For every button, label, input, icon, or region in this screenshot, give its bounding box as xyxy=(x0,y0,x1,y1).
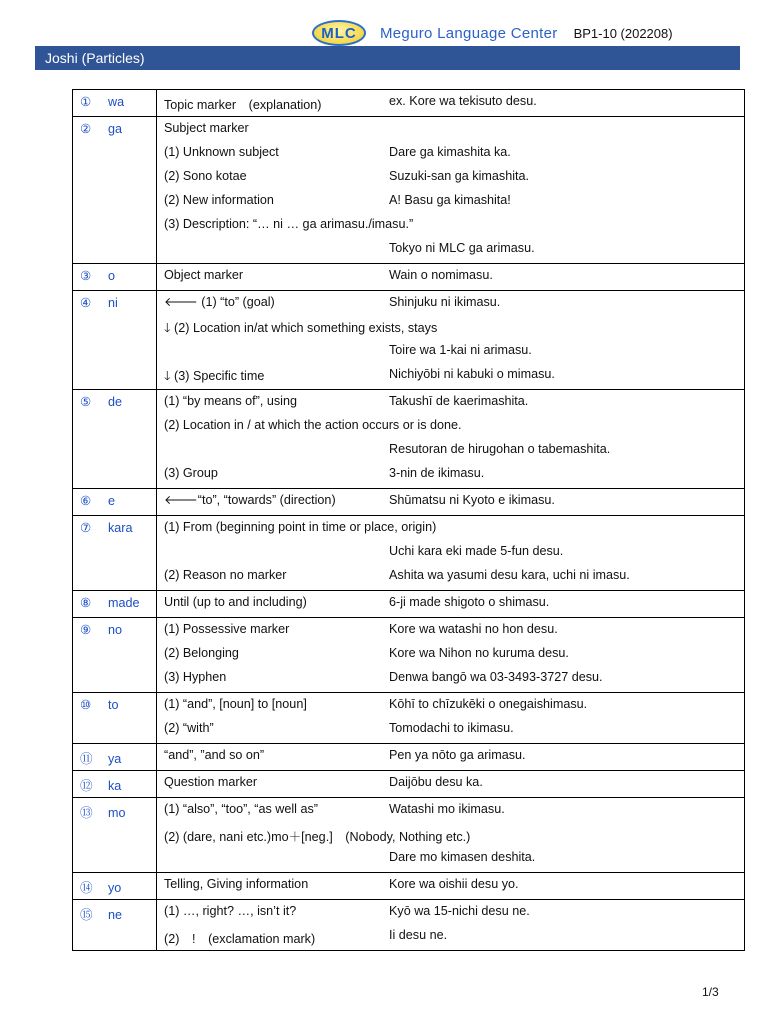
example-sentence: Pen ya nōto ga arimasu. xyxy=(389,748,526,762)
usage-line xyxy=(164,520,744,544)
example-sentence: Dare mo kimasen deshita. xyxy=(389,850,536,864)
meaning-cell xyxy=(157,693,745,744)
meaning-cell xyxy=(157,264,745,291)
table-row xyxy=(73,90,745,117)
particle-cell xyxy=(73,771,157,798)
usage-description: (3) Description: “… ni … ga arimasu./imasu.” xyxy=(164,217,414,231)
particle-cell xyxy=(73,744,157,771)
particle-number: ⑦ xyxy=(80,521,92,535)
usage-line xyxy=(164,928,744,948)
meaning-cell xyxy=(157,798,745,873)
particle-number: ④ xyxy=(80,296,92,310)
example-sentence: Wain o nomimasu. xyxy=(389,268,493,282)
particle-cell xyxy=(73,516,157,591)
example-sentence: Resutoran de hirugohan o tabemashita. xyxy=(389,442,611,456)
meaning-cell xyxy=(157,900,745,951)
meaning-cell xyxy=(157,291,745,390)
usage-line xyxy=(164,544,744,568)
meaning-cell xyxy=(157,618,745,693)
mlc-logo xyxy=(312,20,366,46)
example-sentence: Ii desu ne. xyxy=(389,928,448,942)
particle-name: e xyxy=(108,494,116,508)
usage-line xyxy=(164,217,744,241)
table-row xyxy=(73,900,745,951)
example-sentence: ex. Kore wa tekisuto desu. xyxy=(389,94,537,108)
usage-line xyxy=(164,241,744,261)
usage-description: (2) ! (exclamation mark) xyxy=(164,932,316,946)
usage-line xyxy=(164,145,744,169)
particle-name: ka xyxy=(108,779,122,793)
table-row xyxy=(73,516,745,591)
usage-description: Telling, Giving information xyxy=(164,877,309,891)
particle-number: ③ xyxy=(80,269,92,283)
usage-line xyxy=(164,466,744,486)
usage-line xyxy=(164,775,744,795)
meaning-cell xyxy=(157,117,745,264)
example-sentence: Watashi mo ikimasu. xyxy=(389,802,505,816)
usage-line xyxy=(164,442,744,466)
usage-description: Topic marker (explanation) xyxy=(164,98,322,112)
page-title: Joshi (Particles) xyxy=(35,46,740,70)
usage-description: 🡐“to”, “towards” (direction) xyxy=(164,493,336,507)
particle-number: ⑨ xyxy=(80,623,92,637)
usage-line xyxy=(164,568,744,588)
particle-name: yo xyxy=(108,881,122,895)
usage-line xyxy=(164,826,744,850)
usage-line xyxy=(164,748,744,768)
usage-line xyxy=(164,121,744,145)
particle-cell xyxy=(73,591,157,618)
usage-line xyxy=(164,493,744,513)
particle-name: no xyxy=(108,623,123,637)
particle-number: ⑥ xyxy=(80,494,92,508)
example-sentence: Tokyo ni MLC ga arimasu. xyxy=(389,241,535,255)
usage-description: (1) “by means of”, using xyxy=(164,394,297,408)
usage-line xyxy=(164,850,744,870)
usage-line xyxy=(164,670,744,690)
usage-description: (1) “and”, [noun] to [noun] xyxy=(164,697,307,711)
usage-description: (2) Sono kotae xyxy=(164,169,247,183)
usage-line xyxy=(164,622,744,646)
usage-line xyxy=(164,268,744,288)
usage-description: (3) Group xyxy=(164,466,218,480)
particle-cell xyxy=(73,693,157,744)
example-sentence: Uchi kara eki made 5-fun desu. xyxy=(389,544,564,558)
table-row xyxy=(73,489,745,516)
example-sentence: Kore wa watashi no hon desu. xyxy=(389,622,558,636)
usage-description: Until (up to and including) xyxy=(164,595,307,609)
example-sentence: Dare ga kimashita ka. xyxy=(389,145,511,159)
usage-line xyxy=(164,295,744,319)
usage-line xyxy=(164,904,744,928)
usage-description: (1) Unknown subject xyxy=(164,145,279,159)
example-sentence: Toire wa 1-kai ni arimasu. xyxy=(389,343,532,357)
particle-name: mo xyxy=(108,806,126,820)
usage-line xyxy=(164,697,744,721)
table-row xyxy=(73,264,745,291)
particle-name: ne xyxy=(108,908,123,922)
table-row xyxy=(73,390,745,489)
table-row xyxy=(73,591,745,618)
particle-cell xyxy=(73,291,157,390)
particle-cell xyxy=(73,117,157,264)
usage-description: (2) Location in / at which the action occurs or is done. xyxy=(164,418,462,432)
example-sentence: Shūmatsu ni Kyoto e ikimasu. xyxy=(389,493,555,507)
particle-number: ⑬ xyxy=(80,806,93,820)
meaning-cell xyxy=(157,516,745,591)
usage-line xyxy=(164,319,744,343)
example-sentence: Kore wa oishii desu yo. xyxy=(389,877,519,891)
usage-description: Object marker xyxy=(164,268,244,282)
particle-name: to xyxy=(108,698,119,712)
particle-number: ⑩ xyxy=(80,698,92,712)
usage-description: Question marker xyxy=(164,775,258,789)
particle-name: ni xyxy=(108,296,118,310)
example-sentence: Shinjuku ni ikimasu. xyxy=(389,295,501,309)
example-sentence: 3-nin de ikimasu. xyxy=(389,466,485,480)
particle-number: ⑧ xyxy=(80,596,92,610)
particle-cell xyxy=(73,90,157,117)
table-row xyxy=(73,693,745,744)
particle-number: ⑤ xyxy=(80,395,92,409)
particle-cell xyxy=(73,618,157,693)
table-row xyxy=(73,798,745,873)
particle-name: o xyxy=(108,269,116,283)
document-code: BP1-10 (202208) xyxy=(573,25,673,41)
particle-cell xyxy=(73,798,157,873)
table-row xyxy=(73,117,745,264)
particle-name: ga xyxy=(108,122,123,136)
logo-text: MLC xyxy=(321,24,357,42)
usage-description: (1) From (beginning point in time or place, origin) xyxy=(164,520,437,534)
usage-description: Subject marker xyxy=(164,121,249,135)
particle-name: wa xyxy=(108,95,125,109)
example-sentence: 6-ji made shigoto o shimasu. xyxy=(389,595,550,609)
particle-name: made xyxy=(108,596,140,610)
usage-description: (2) (dare, nani etc.)mo＋[neg.] (Nobody, Nothing etc.) xyxy=(164,830,471,844)
table-row xyxy=(73,744,745,771)
example-sentence: Denwa bangō wa 03-3493-3727 desu. xyxy=(389,670,603,684)
page-number: 1/3 xyxy=(702,985,719,999)
example-sentence: A! Basu ga kimashita! xyxy=(389,193,511,207)
usage-description: (2) “with” xyxy=(164,721,214,735)
usage-description: 🡓 (3) Specific time xyxy=(164,369,265,383)
usage-line xyxy=(164,394,744,418)
example-sentence: Takushī de kaerimashita. xyxy=(389,394,529,408)
usage-description: (1) “also”, “too”, “as well as” xyxy=(164,802,318,816)
center-name: Meguro Language Center xyxy=(380,24,558,42)
table-row xyxy=(73,618,745,693)
usage-line xyxy=(164,595,744,615)
usage-line xyxy=(164,94,744,114)
usage-description: (1) …, right? …, isn’t it? xyxy=(164,904,297,918)
usage-line xyxy=(164,343,744,367)
usage-line xyxy=(164,646,744,670)
usage-description: (2) Belonging xyxy=(164,646,239,660)
usage-line xyxy=(164,418,744,442)
meaning-cell xyxy=(157,390,745,489)
usage-line xyxy=(164,367,744,387)
meaning-cell xyxy=(157,489,745,516)
usage-description: (1) Possessive marker xyxy=(164,622,290,636)
meaning-cell xyxy=(157,873,745,900)
particle-cell xyxy=(73,873,157,900)
meaning-cell xyxy=(157,744,745,771)
table-row xyxy=(73,771,745,798)
usage-line xyxy=(164,802,744,826)
usage-description: (2) Reason no marker xyxy=(164,568,287,582)
example-sentence: Nichiyōbi ni kabuki o mimasu. xyxy=(389,367,555,381)
example-sentence: Ashita wa yasumi desu kara, uchi ni imasu. xyxy=(389,568,630,582)
particle-name: ya xyxy=(108,752,122,766)
particle-number: ① xyxy=(80,95,92,109)
example-sentence: Daijōbu desu ka. xyxy=(389,775,483,789)
particle-cell xyxy=(73,390,157,489)
usage-description: (3) Hyphen xyxy=(164,670,227,684)
usage-line xyxy=(164,721,744,741)
example-sentence: Suzuki-san ga kimashita. xyxy=(389,169,529,183)
particle-number: ⑫ xyxy=(80,779,93,793)
particles-table xyxy=(72,89,745,951)
example-sentence: Kyō wa 15-nichi desu ne. xyxy=(389,904,530,918)
page-header xyxy=(312,16,673,50)
example-sentence: Kōhī to chīzukēki o onegaishimasu. xyxy=(389,697,588,711)
example-sentence: Tomodachi to ikimasu. xyxy=(389,721,514,735)
usage-line xyxy=(164,169,744,193)
meaning-cell xyxy=(157,771,745,798)
meaning-cell xyxy=(157,90,745,117)
usage-line xyxy=(164,877,744,897)
example-sentence: Kore wa Nihon no kuruma desu. xyxy=(389,646,569,660)
usage-description: 🡓 (2) Location in/at which something exists, stays xyxy=(164,321,438,335)
usage-description: 🡐 (1) “to” (goal) xyxy=(164,295,275,309)
usage-description: (2) New information xyxy=(164,193,274,207)
particle-number: ② xyxy=(80,122,92,136)
particle-cell xyxy=(73,900,157,951)
meaning-cell xyxy=(157,591,745,618)
table-row xyxy=(73,873,745,900)
particle-cell xyxy=(73,264,157,291)
table-row xyxy=(73,291,745,390)
particle-cell xyxy=(73,489,157,516)
particle-name: de xyxy=(108,395,123,409)
particle-number: ⑭ xyxy=(80,881,93,895)
particle-name: kara xyxy=(108,521,133,535)
usage-description: “and”, ”and so on” xyxy=(164,748,265,762)
particle-number: ⑮ xyxy=(80,908,93,922)
particle-number: ⑪ xyxy=(80,752,93,766)
usage-line xyxy=(164,193,744,217)
